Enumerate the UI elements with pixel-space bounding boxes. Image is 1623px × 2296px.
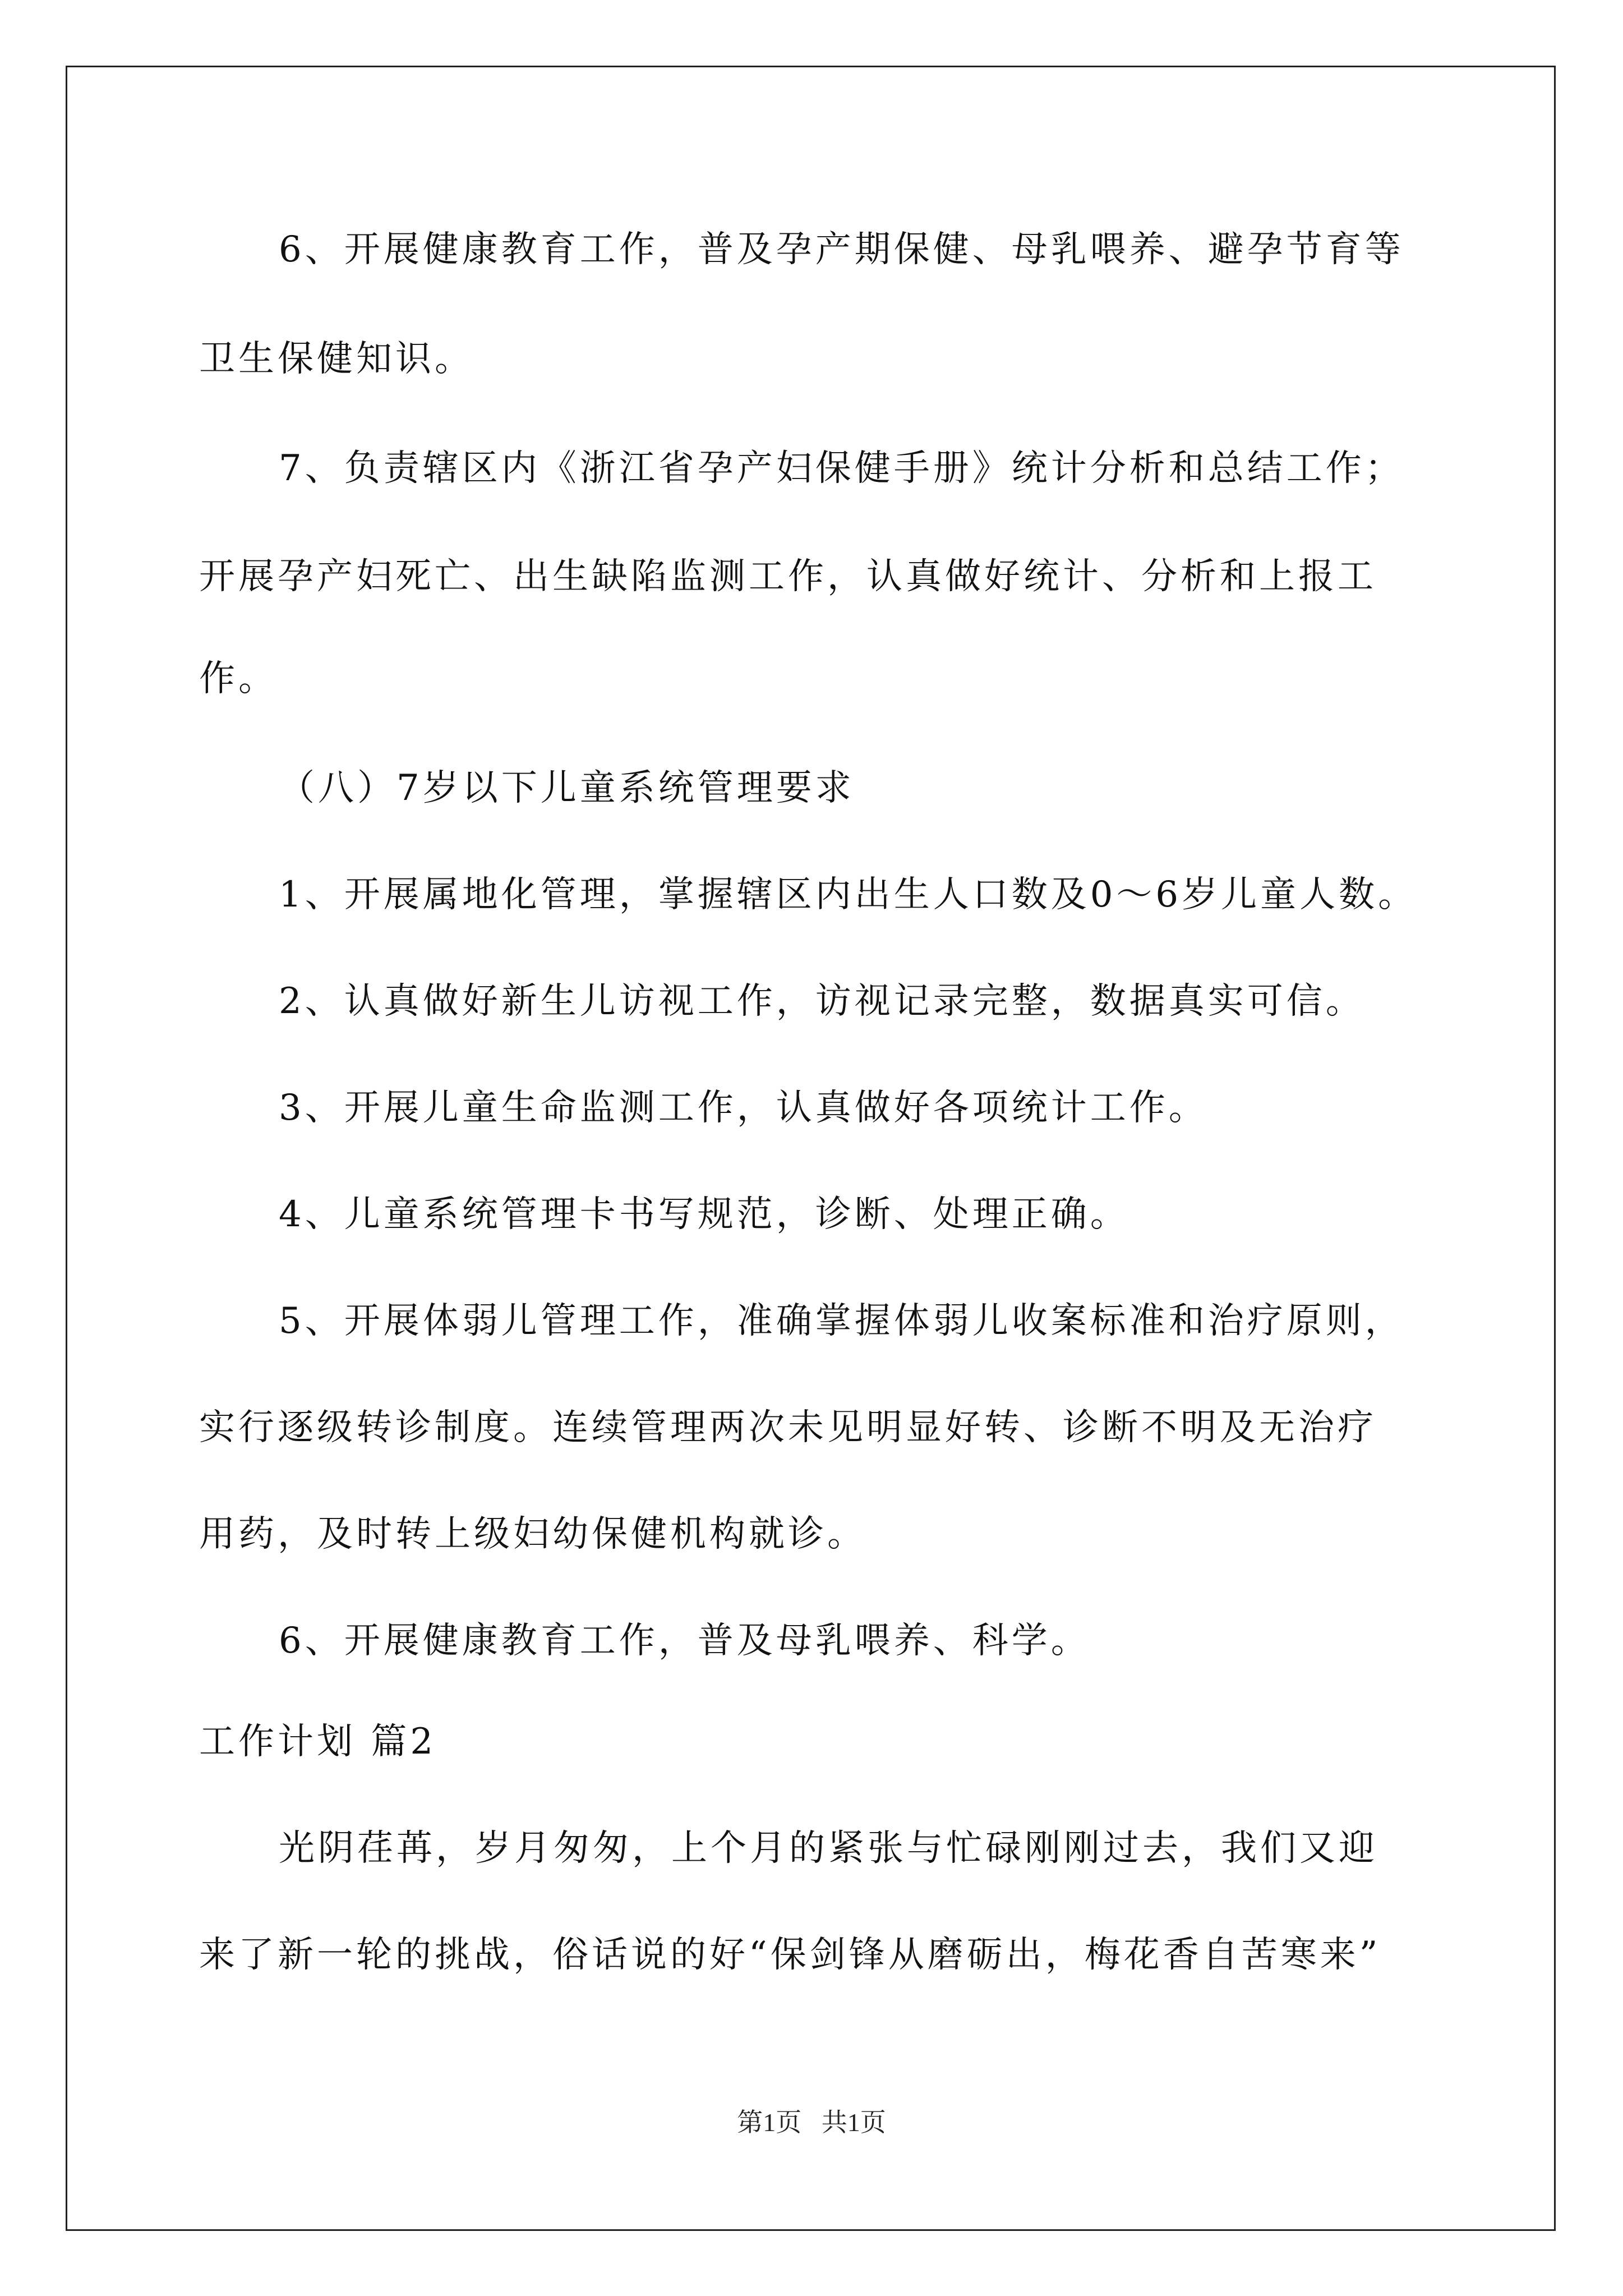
section-title: 工作计划 篇2: [199, 1721, 437, 1763]
paragraph-line: 卫生保健知识。: [199, 338, 474, 380]
paragraph-line: 2、认真做好新生儿访视工作，访视记录完整，数据真实可信。: [279, 981, 1365, 1022]
paragraph-line: 开展孕产妇死亡、出生缺陷监测工作，认真做好统计、分析和上报工: [199, 556, 1377, 597]
paragraph-line: 6、开展健康教育工作，普及孕产期保健、母乳喂养、避孕节育等: [279, 229, 1404, 270]
paragraph-line: 用药，及时转上级妇幼保健机构就诊。: [199, 1513, 866, 1555]
paragraph-line: 来了新一轮的挑战，俗话说的好“保剑锋从磨砺出，梅花香自苦寒来”: [199, 1934, 1381, 1976]
page-border: [66, 66, 1556, 2231]
page-footer: [0, 2106, 1623, 2139]
paragraph-line: 实行逐级转诊制度。连续管理两次未见明显好转、诊断不明及无治疗: [199, 1407, 1377, 1448]
section-heading: （八）7岁以下儿童系统管理要求: [279, 767, 855, 809]
paragraph-line: 作。: [199, 658, 278, 700]
paragraph-line: 6、开展健康教育工作，普及母乳喂养、科学。: [279, 1620, 1090, 1662]
page-total: 共1页: [821, 2108, 886, 2137]
paragraph-line: 光阴荏苒，岁月匆匆，上个月的紧张与忙碌刚刚过去，我们又迎: [279, 1828, 1378, 1869]
paragraph-line: 4、儿童系统管理卡书写规范，诊断、处理正确。: [279, 1194, 1129, 1235]
paragraph-line: 1、开展属地化管理，掌握辖区内出生人口数及0～6岁儿童人数。: [279, 874, 1418, 915]
paragraph-line: 5、开展体弱儿管理工作，准确掌握体弱儿收案标准和治疗原则，: [279, 1300, 1404, 1342]
paragraph-line: 7、负责辖区内《浙江省孕产妇保健手册》统计分析和总结工作；: [279, 448, 1404, 489]
paragraph-line: 3、开展儿童生命监测工作，认真做好各项统计工作。: [279, 1087, 1208, 1129]
page-number: 第1页: [737, 2108, 802, 2137]
